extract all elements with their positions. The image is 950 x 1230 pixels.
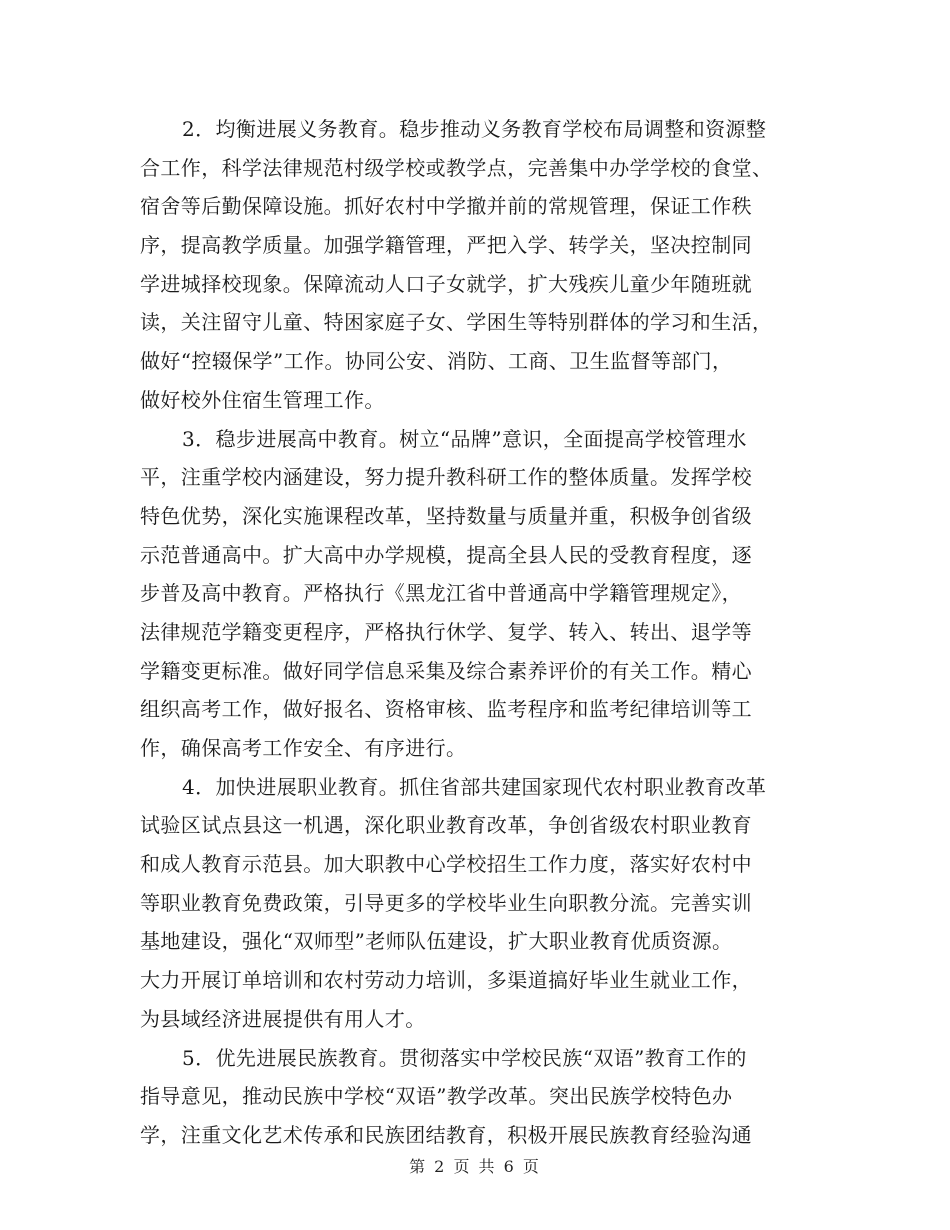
text-line: 序，提高教学质量。加强学籍管理，严把入学、转学关，坚决控制同 xyxy=(140,233,752,258)
text-line: 作，确保高考工作安全、有序进行。 xyxy=(140,736,467,760)
text-line: 示范普通高中。扩大高中办学规模，提高全县人民的受教育程度，逐 xyxy=(140,542,752,567)
text-line: 学籍变更标准。做好同学信息采集及综合素养评价的有关工作。精心 xyxy=(140,658,752,683)
text-line: 宿舍等后勤保障设施。抓好农村中学撤并前的常规管理，保证工作秩 xyxy=(140,194,752,219)
text-line: 基地建设，强化“双师型”老师队伍建设，扩大职业教育优质资源。 xyxy=(140,929,733,954)
text-line: 平，注重学校内涵建设，努力提升教科研工作的整体质量。发挥学校 xyxy=(140,465,752,490)
text-line: 大力开展订单培训和农村劳动力培训，多渠道搞好毕业生就业工作， xyxy=(140,968,752,993)
text-line: 做好“控辍保学”工作。协同公安、消防、工商、卫生监督等部门， xyxy=(140,349,733,374)
text-line: 合工作，科学法律规范村级学校或教学点，完善集中办学学校的食堂、 xyxy=(140,155,773,180)
text-line: 步普及高中教育。严格执行《黑龙江省中普通高中学籍管理规定》， xyxy=(140,581,742,606)
text-line-section-2-start: 2．均衡进展义务教育。稳步推动义务教育学校布局调整和资源整 xyxy=(182,117,767,141)
text-line: 做好校外住宿生管理工作。 xyxy=(140,387,385,412)
text-line: 为县域经济进展提供有用人才。 xyxy=(140,1006,426,1031)
page-number-footer: 第 2 页 共 6 页 xyxy=(409,1157,541,1176)
text-line: 学，注重文化艺术传承和民族团结教育，积极开展民族教育经验沟通 xyxy=(140,1122,752,1147)
text-line-section-4-start: 4．加快进展职业教育。抓住省部共建国家现代农村职业教育改革 xyxy=(182,774,767,799)
text-line-section-5-start: 5．优先进展民族教育。贯彻落实中学校民族“双语”教育工作的 xyxy=(182,1045,747,1070)
text-line: 等职业教育免费政策，引导更多的学校毕业生向职教分流。完善实训 xyxy=(140,890,752,915)
text-line: 学进城择校现象。保障流动人口子女就学，扩大残疾儿童少年随班就 xyxy=(140,271,752,296)
text-line: 指导意见，推动民族中学校“双语”教学改革。突出民族学校特色办 xyxy=(140,1084,733,1109)
text-line: 法律规范学籍变更程序，严格执行休学、复学、转入、转出、退学等 xyxy=(140,619,752,644)
text-line: 特色优势，深化实施课程改革，坚持数量与质量并重，积极争创省级 xyxy=(140,503,752,528)
text-line-section-3-start: 3．稳步进展高中教育。树立“品牌”意识，全面提高学校管理水 xyxy=(182,426,747,451)
text-line: 组织高考工作，做好报名、资格审核、监考程序和监考纪律培训等工 xyxy=(140,697,752,722)
document-body xyxy=(140,110,805,1155)
text-line: 读，关注留守儿童、特困家庭子女、学困生等特别群体的学习和生活， xyxy=(140,310,773,335)
text-line: 和成人教育示范县。加大职教中心学校招生工作力度，落实好农村中 xyxy=(140,852,752,877)
text-line: 试验区试点县这一机遇，深化职业教育改革，争创省级农村职业教育 xyxy=(140,813,752,838)
